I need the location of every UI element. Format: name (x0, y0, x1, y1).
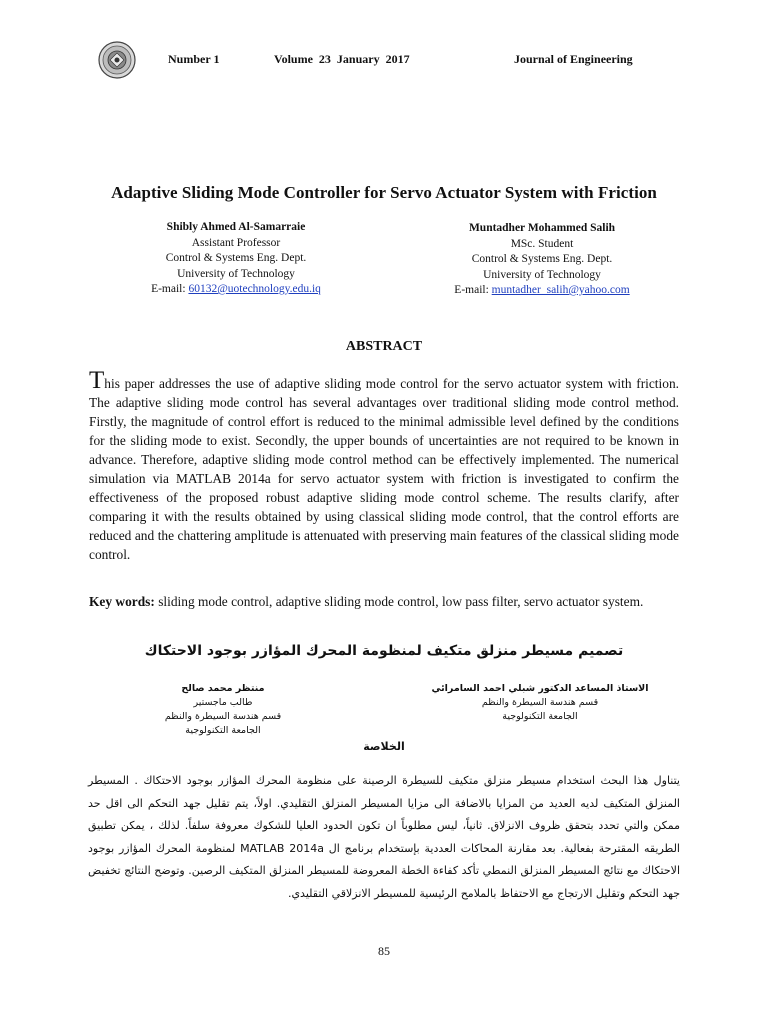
author-2-affiliation: University of Technology (483, 268, 601, 281)
author-1-name: Shibly Ahmed Al-Samarraie (166, 221, 306, 233)
arabic-author-2-position: طالب ماجستير (193, 697, 253, 708)
arabic-abstract-heading: الخلاصة (363, 740, 405, 753)
keywords (89, 592, 679, 611)
arabic-author-2-dept: قسم هندسة السيطرة والنظم (164, 711, 282, 722)
author-2-dept: Control & Systems Eng. Dept. (471, 253, 613, 265)
arabic-title: تصميم مسيطر منزلق متكيف لمنظومة المحرك المؤازر بوجود الاحتكاك (144, 643, 624, 659)
author-1-position: Assistant Professor (191, 236, 281, 249)
author-2-email-label: E-mail: (454, 284, 492, 296)
author-2-email-line (418, 283, 666, 299)
author-2-name: Muntadher Mohammed Salih (468, 222, 616, 234)
author-2-position: MSc. Student (510, 237, 574, 250)
author-1-email-line (110, 282, 362, 298)
author-1-affiliation: University of Technology (177, 267, 295, 280)
abstract-text (89, 367, 679, 564)
volume-date: Volume 23 January 2017 (274, 52, 410, 66)
arabic-author-2-affiliation: الجامعة التكنولوجية (185, 725, 261, 736)
author-1-email-link[interactable]: 60132@uotechnology.edu.iq (188, 283, 321, 295)
author-2-email-link[interactable]: muntadher_salih@yahoo.com (491, 284, 630, 296)
arabic-author-1-affiliation: الجامعة التكنولوجية (502, 711, 578, 722)
abstract-heading: ABSTRACT (345, 339, 423, 354)
issue-number: Number 1 (168, 52, 220, 66)
arabic-author-2-name: منتظر محمد صالح (181, 683, 265, 694)
page-number: 85 (378, 944, 390, 958)
journal-name: Journal of Engineering (514, 52, 633, 66)
author-1 (110, 220, 362, 298)
arabic-author-1 (430, 682, 650, 724)
abstract-dropcap: T (89, 367, 105, 394)
author-2 (418, 221, 666, 299)
arabic-author-1-name: الاستاذ المساعد الدكتور شبلي احمد السامرائي (431, 683, 649, 694)
keywords-label: Key words: (89, 594, 155, 609)
arabic-author-1-dept: قسم هندسة السيطرة والنظم (481, 697, 599, 708)
arabic-author-2 (118, 682, 328, 738)
author-1-email-label: E-mail: (151, 283, 189, 295)
author-1-dept: Control & Systems Eng. Dept. (165, 252, 307, 264)
paper-title: Adaptive Sliding Mode Controller for Servo Actuator System with Friction (111, 183, 657, 202)
keywords-text: sliding mode control, adaptive sliding mode control, low pass filter, servo actuator system. (154, 594, 644, 609)
university-seal-icon (98, 41, 136, 79)
abstract-body-text: his paper addresses the use of adaptive sliding mode control for the servo actuator system with friction. The adaptive sliding mode control has several advantages over traditional sliding mode control method. Firstly, the magnitude of control effort is reduced to the minimal admissible level defined by the conditions for the sliding mode to exist. Secondly, the upper bounds of uncertainties are not required to be known in advance. Therefore, adaptive sliding mode control method can be effectively implemented. The numerical simulation via MATLAB 2014a for servo actuator system with friction is investigated to confirm the effectiveness of the proposed robust adaptive sliding mode control scheme. The results clarify, after comparing it with the results obtained by using classical sliding mode control, that the control efforts are reduced and the chattering amplitude is attenuated with preserving main features of the classical sliding mode control. (89, 376, 679, 562)
arabic-abstract-text: يتناول هذا البحث استخدام مسيطر منزلق متكيف للسيطرة الرصينة على منظومة المحرك المؤازر بوجود الاحتكاك . المسيطر المنزلق المتكيف لديه العديد من المزايا بالاضافة الى مزايا المسيطر المنزلق التقليدي. اولاً، يتم تقليل جهد التحكم الى اقل حد ممكن والتي تحدد بتحقق ظروف الانزلاق. ثانياً، ليس مطلوباً ان تكون الحدود العليا للشكوك معروفة سلفاً. لذلك ، يمكن تطبيق الطريقه المقترحة بفعالية. بعد مقارنة المحاكات العددية بإستخدام برنامج ال MATLAB 2014a لمنظومة المحرك المؤازر بوجود الاحتكاك مع نتائج المسيطر المنزلق النمطي تأكد كفاءة الخطة المعروضة للمسيطر المنزلق المتكيف الرصين. وتوضح النتائج تخفيض جهد التحكم وتقليل الارتجاج مع الاحتفاظ بالملامح الرئيسية للمسيطر الانزلاقي التقليدي. (88, 774, 680, 900)
